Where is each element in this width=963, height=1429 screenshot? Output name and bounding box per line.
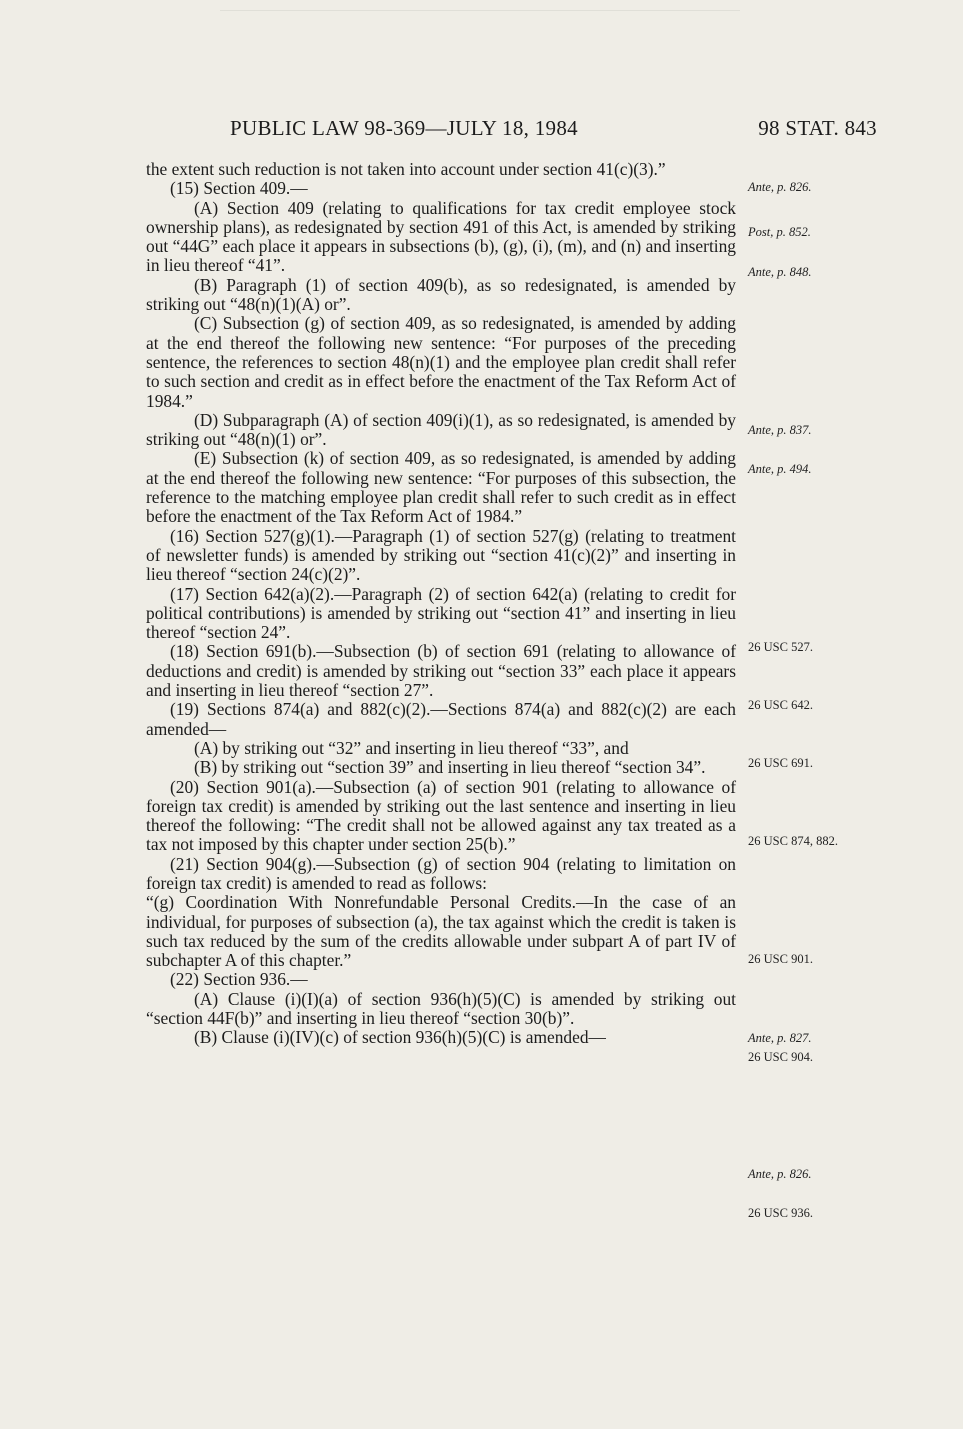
paragraph: (D) Subparagraph (A) of section 409(i)(1), as so redesignated, is amended by striking out “48(n)(1) or”. <box>146 409 736 450</box>
margin-note: Ante, p. 827. <box>748 1031 812 1045</box>
margin-note: Ante, p. 494. <box>748 462 812 476</box>
margin-note: 26 USC 901. <box>748 952 813 966</box>
paragraph: (17) Section 642(a)(2).—Paragraph (2) of section 642(a) (relating to credit for political contributions) is amended by striking out “section 41” and inserting in lieu thereof “section 24”. <box>146 583 736 643</box>
paragraph: (20) Section 901(a).—Subsection (a) of section 901 (relating to allowance of foreign tax credit) is amended by striking out the last sentence and inserting in lieu thereof the following: “The credit shall not be allowed against any tax treated as a tax not imposed by this chapter under section 25(b).” <box>146 776 736 855</box>
paragraph: (B) Clause (i)(IV)(c) of section 936(h)(5)(C) is amended— <box>194 1027 606 1048</box>
header-stat-page: 98 STAT. 843 <box>758 116 877 140</box>
section-heading: (22) Section 936.— <box>170 969 308 990</box>
paragraph: the extent such reduction is not taken into account under section 41(c)(3).” <box>146 159 666 179</box>
margin-note: 26 USC 527. <box>748 640 813 654</box>
top-edge-line <box>220 10 740 21</box>
margin-note: Post, p. 852. <box>748 225 811 239</box>
paragraph: (E) Subsection (k) of section 409, as so redesignated, is amended by adding at the end thereof the following new sentence: “For purposes of this subsection, the reference to the matching employee plan credit shall refer to such credit as in effect before the enactment of the Tax Reform Act of 1984.” <box>146 448 736 527</box>
page-header <box>0 116 963 146</box>
margin-note: Ante, p. 826. <box>748 1167 812 1181</box>
paragraph: (B) by striking out “section 39” and inserting in lieu thereof “section 34”. <box>194 757 706 778</box>
margin-note: Ante, p. 848. <box>748 265 812 279</box>
paragraph: (A) by striking out “32” and inserting in lieu thereof “33”, and <box>194 737 629 758</box>
margin-note: 26 USC 691. <box>748 756 813 770</box>
margin-note: Ante, p. 826. <box>748 180 812 194</box>
margin-note: 26 USC 874, 882. <box>748 834 838 848</box>
paragraph: (A) Section 409 (relating to qualifications for tax credit employee stock ownership plans), as redesignated by section 491 of this Act, is amended by striking out “44G” each place it appears in subsections (b), (g), (i), (m), and (n) and inserting in lieu thereof “41”. <box>146 197 736 276</box>
quoted-subsection: “(g) Coordination With Nonrefundable Personal Credits.—In the case of an individual, for purposes of subsection (a), the tax against which the credit is taken is such tax reduced by the sum of the credits allowable under subpart A of part IV of subchapter A of this chapter.” <box>146 892 736 971</box>
paragraph: (19) Sections 874(a) and 882(c)(2).—Sections 874(a) and 882(c)(2) are each amended— <box>146 699 736 739</box>
paragraph: (C) Subsection (g) of section 409, as so redesignated, is amended by adding at the end thereof the following new sentence: “For purposes of the preceding sentence, the references to section 48(n)(1) and the employee plan credit shall refer to such section and credit as in effect before the enactment of the Tax Reform Act of 1984.” <box>146 313 736 411</box>
header-title: PUBLIC LAW 98-369—JULY 18, 1984 <box>230 116 578 140</box>
margin-note: 26 USC 936. <box>748 1206 813 1220</box>
margin-note: 26 USC 904. <box>748 1050 813 1064</box>
paragraph: (18) Section 691(b).—Subsection (b) of section 691 (relating to allowance of deductions and credit) is amended by striking out “section 33” each place it appears and inserting in lieu thereof “section 27”. <box>146 641 736 701</box>
paragraph: (A) Clause (i)(I)(a) of section 936(h)(5)(C) is amended by striking out “section 44F(b)” and inserting in lieu thereof “section 30(b)”. <box>146 988 736 1029</box>
paragraph: (16) Section 527(g)(1).—Paragraph (1) of section 527(g) (relating to treatment of newsletter funds) is amended by striking out “section 41(c)(2)” and inserting in lieu thereof “section 24(c)(2)”. <box>146 525 736 585</box>
margin-note: 26 USC 642. <box>748 698 813 712</box>
paragraph: (21) Section 904(g).—Subsection (g) of section 904 (relating to limitation on foreign tax credit) is amended to read as follows: <box>146 853 736 893</box>
margin-note: Ante, p. 837. <box>748 423 812 437</box>
section-heading: (15) Section 409.— <box>170 178 308 199</box>
paragraph: (B) Paragraph (1) of section 409(b), as so redesignated, is amended by striking out “48(n)(1)(A) or”. <box>146 274 736 315</box>
document-body <box>146 160 736 1048</box>
